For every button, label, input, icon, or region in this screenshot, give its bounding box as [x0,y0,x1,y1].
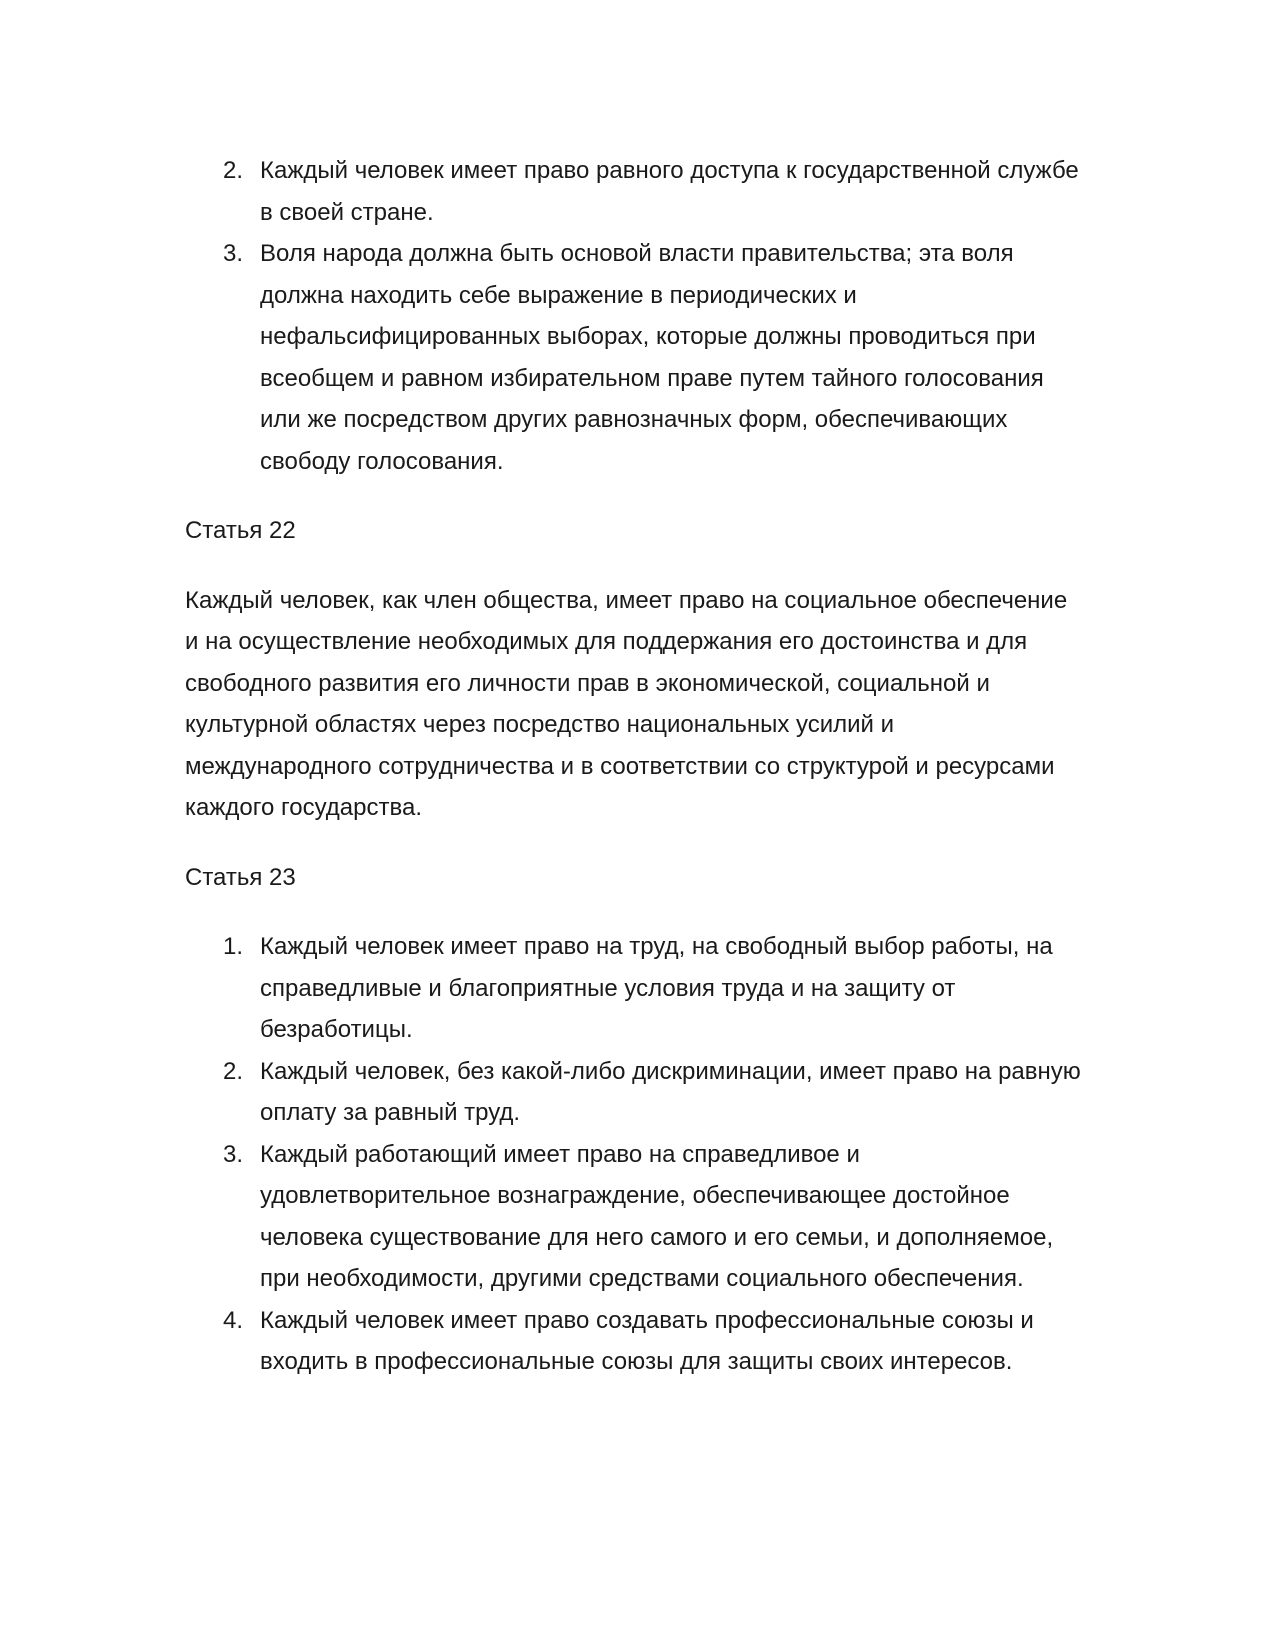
list-item-number: 3. [223,240,244,267]
list-item [185,926,1085,1051]
article23-heading: Статья 23 [185,863,296,891]
spacer [185,552,1085,580]
list-item-number: 4. [223,1306,244,1334]
article22-heading: Статья 22 [185,517,296,544]
article23-list [185,926,1085,1383]
article21-list [185,150,1085,482]
article22-paragraph: Каждый человек, как член общества, имеет право на социальное обеспечение и на осуществление необходимых для поддержания его достоинства и для свободного развития его личности прав в экономической, социальной и культурной областях через посредство национальных усилий и международного сотрудничества и в соответствии со структурой и ресурсами каждого государства. [185,586,1068,821]
list-item-text: Каждый человек имеет право на труд, на свободный выбор работы, на справедливые и благоприятные условия труда и на защиту от безработицы. [260,933,1053,1043]
spacer [185,898,1085,926]
list-item-text: Каждый человек имеет право равного доступа к государственной службе в своей стране. [260,157,1079,226]
list-item [185,1051,1085,1134]
list-item-number: 3. [223,1140,244,1168]
list-item [185,1300,1085,1383]
spacer [185,482,1085,510]
list-item-number: 2. [223,157,244,184]
list-item [185,150,1085,233]
list-item [185,1134,1085,1300]
document-page [185,150,1085,1383]
list-item-text: Каждый человек имеет право создавать профессиональные союзы и входить в профессиональные союзы для защиты своих интересов. [260,1306,1034,1375]
list-item-number: 2. [223,1057,244,1085]
list-item-text: Воля народа должна быть основой власти правительства; эта воля должна находить себе выражение в периодических и нефальсифицированных выборах, которые должны проводиться при всеобщем и равном избирательном праве путем тайного голосования или же посредством других равнозначных форм, обеспечивающих свободу голосования. [260,240,1044,475]
list-item [185,233,1085,482]
list-item-text: Каждый человек, без какой-либо дискриминации, имеет право на равную оплату за равный труд. [260,1057,1081,1126]
list-item-text: Каждый работающий имеет право на справедливое и удовлетворительное вознаграждение, обеспечивающее достойное человека существование для него самого и его семьи, и дополняемое, при необходимости, другими средствами социального обеспечения. [260,1140,1054,1292]
list-item-number: 1. [223,933,244,960]
spacer [185,829,1085,857]
